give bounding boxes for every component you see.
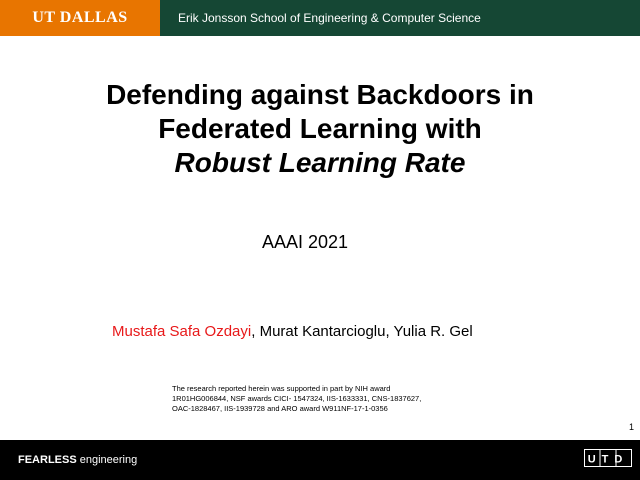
footer-tagline-bold: FEARLESS [18, 454, 77, 466]
funding-line-2: 1R01HG006844, NSF awards CICI- 1547324, IIS-1633331, CNS-1837627, [172, 394, 422, 403]
title-line-3: Robust Learning Rate [174, 147, 466, 178]
footer-bar [0, 440, 640, 480]
ut-dallas-logo: UT DALLAS [0, 0, 160, 36]
author-list [112, 323, 473, 340]
funding-note [172, 384, 472, 414]
page-number: 1 [628, 422, 634, 432]
title-line-2: Federated Learning with [158, 113, 482, 144]
slide-title [40, 78, 600, 180]
venue: AAAI 2021 [261, 232, 349, 252]
footer-tagline-normal: engineering [76, 454, 138, 466]
co-authors: , Murat Kantarcioglu, Yulia R. Gel [251, 323, 473, 340]
funding-line-3: OAC-1828467, IIS-1939728 and ARO award W911NF-17-1-0356 [172, 404, 388, 413]
funding-line-1: The research reported herein was supported in part by NIH award [172, 384, 391, 393]
footer-tagline [18, 454, 137, 466]
title-line-1: Defending against Backdoors in [106, 79, 534, 110]
utd-logo-text: UTD [587, 453, 629, 466]
header-bar [0, 0, 640, 36]
presenting-author: Mustafa Safa Ozdayi [112, 323, 252, 340]
school-name: Erik Jonsson School of Engineering & Computer Science [160, 0, 640, 36]
utd-logo-icon [584, 449, 632, 467]
